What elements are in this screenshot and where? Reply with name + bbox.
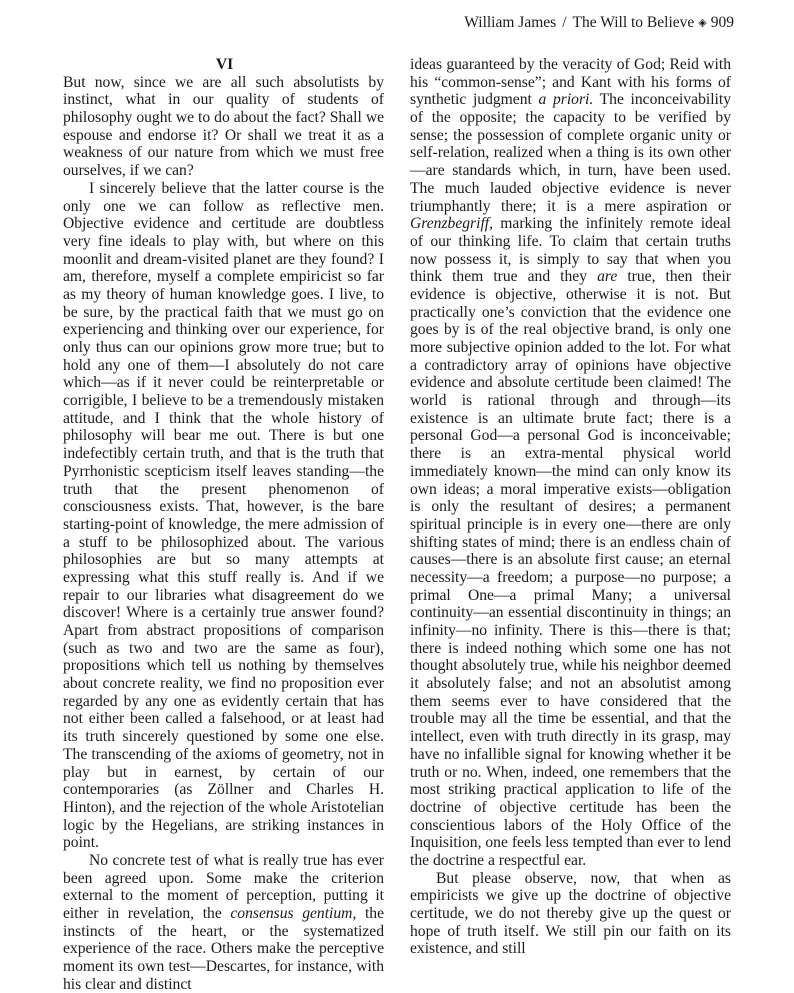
paragraph-5: But please observe, now, that when as empiricists we give up the doctrine of objective certitude, we do not thereby give up the quest or hope of truth itself. We still pin our faith on its existence, and still bbox=[410, 869, 731, 958]
paragraph-3-text-b: the instincts of the heart, or the systematized experience of the race. Others make the perceptive moment its own test—Descartes, for instance, with his clear and distinct bbox=[63, 905, 385, 993]
paragraph-4-italic-are: are bbox=[597, 268, 618, 286]
paragraph-4 bbox=[410, 56, 731, 870]
paragraph-3-italic: consensus gentium, bbox=[230, 905, 357, 922]
paragraph-3 bbox=[63, 852, 384, 993]
paragraph-4-text-d: true, then their evidence is objective, otherwise it is not. But practically one’s conviction that the evidence one goes by is of the real objective brand, is only one more subjective opinion added to the lot. For what a contradictory array of opinions have objective evidence and absolute certitude been claimed! The world is rational through and through—its existence is an ultimate brute fact; there is a personal God—a personal God is inconceivable; there is an extra-mental physical world immediately known—the mind can only know its own ideas; a moral imperative exists—obligation is only the resultant of desires; a permanent spiritual principle is in every one—there are only shifting states of mind; there is an endless chain of causes—there is an absolute first cause; an eternal necessity—a freedom; a purpose—no purpose; a primal One—a primal Many; a universal continuity—an essential discontinuity in things; an infinity—no infinity. There is this—there is that; there is indeed nothing which some one has not thought absolutely true, while his neighbor deemed it absolutely false; and not an absolutist among them seems ever to have considered that the trouble may all the time be essential, and that the intellect, even with truth directly in its grasp, may have no infallible signal for knowing whether it be truth or no. When, indeed, one remembers that the most striking practical application to life of the doctrine of objective certitude has been the conscientious labors of the Holy Office of the Inquisition, one feels less tempted than ever to lend the doctrine a respectful ear. bbox=[410, 268, 731, 869]
section-heading: VI bbox=[215, 56, 234, 73]
paragraph-4-italic-a-priori: a priori. bbox=[538, 91, 594, 109]
header-title: The Will to Believe bbox=[572, 14, 695, 31]
page-number: 909 bbox=[710, 14, 734, 31]
paragraph-1: But now, since we are all such absolutists by instinct, what in our quality of students of philosophy ought we to do about the fact? Shall we espouse and endorse it? Or shall we treat it as a weakness of our nature from which we must free ourselves, if we can? bbox=[63, 73, 384, 180]
right-column bbox=[410, 56, 731, 958]
header-author: William James bbox=[464, 14, 557, 31]
paragraph-4-italic-grenzbegriff: Grenzbegriff, bbox=[410, 215, 494, 233]
paragraph-3-text-a: No concrete test of what is really true has ever been agreed upon. Some make the criterion external to the moment of perception, putting it either in revelation, the bbox=[63, 851, 384, 922]
paragraph-4-text-c: marking the infinitely remote ideal of our thinking life. To claim that certain truths now possess it, is simply to say that when you think them true and they bbox=[410, 215, 731, 286]
left-column bbox=[63, 56, 384, 993]
paragraph-4-text-a: ideas guaranteed by the veracity of God; Reid with his “common-sense”; and Kant with his forms of synthetic judgment bbox=[410, 56, 731, 109]
header-separator: / bbox=[562, 14, 567, 31]
paragraph-2: I sincerely believe that the latter course is the only one we can follow as reflective men. Objective evidence and certitude are doubtless very fine ideals to play with, but where on this moonlit and dream-visited planet are they found? I am, therefore, myself a complete empiricist so far as my theory of human knowledge goes. I live, to be sure, by the practical faith that we must go on experiencing and thinking over our experience, for only thus can our opinions grow more true; but to hold any one of them—I absolutely do not care which—as if it never could be reinterpretable or corrigible, I believe to be a tremendously mistaken attitude, and I think that the whole history of philosophy will bear me out. There is but one indefectibly certain truth, and that is the truth that Pyrrhonistic scepticism itself leaves standing—the truth that the present phenomenon of consciousness exists. That, however, is the bare starting-point of knowledge, the mere admission of a stuff to be philosophized about. The various philosophies are but so many attempts at expressing what this stuff really is. And if we repair to our libraries what disagreement do we discover! Where is a certainly true answer found? Apart from abstract propositions of comparison (such as two and two are the same as four), propositions which tell us nothing by themselves about concrete reality, we find no proposition ever regarded by any one as evidently certain that has not either been called a falsehood, or at least had its truth sincerely questioned by some one else. The transcending of the axioms of geometry, not in play but in earnest, by certain of our contemporaries (as Zöllner and Charles H. Hinton), and the rejection of the whole Aristotelian logic by the Hegelians, are striking instances in point. bbox=[63, 179, 384, 852]
paragraph-4-text-b: The inconceivability of the opposite; the capacity to be verified by sense; the possession of complete organic unity or self-relation, realized when a thing is its own other—are standards which, in turn, have been used. The much lauded objective evidence is never triumphantly there; it is a mere aspiration or bbox=[410, 91, 731, 215]
running-head bbox=[464, 14, 734, 32]
diamond-ornament-icon: ◈ bbox=[698, 17, 707, 29]
